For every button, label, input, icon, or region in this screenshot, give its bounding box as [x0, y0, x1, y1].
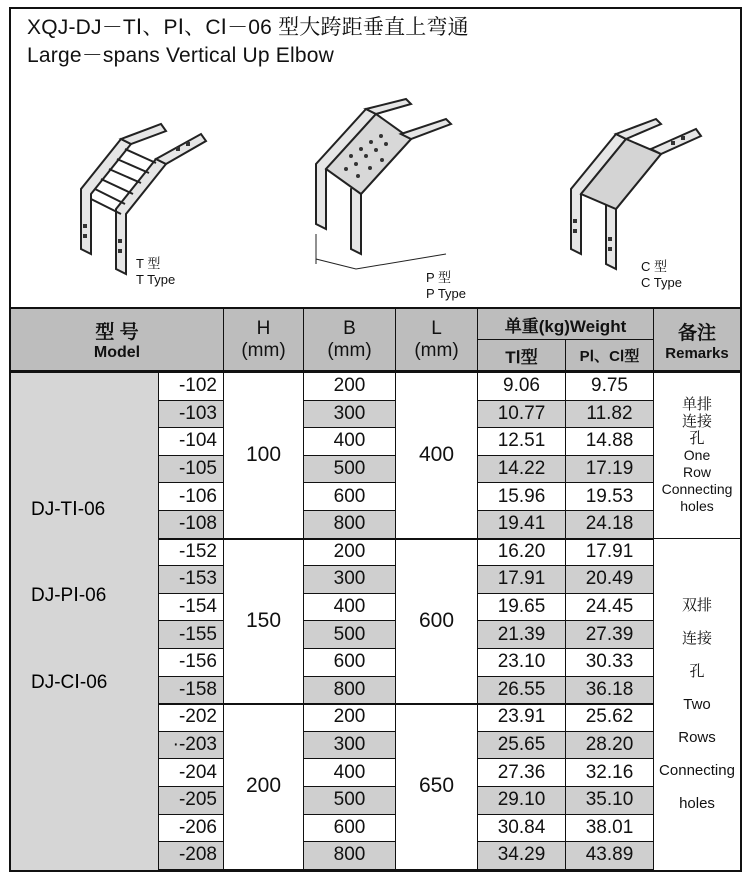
pc-weight-cell: 17.19 [566, 456, 654, 484]
remarks-line: Row [682, 463, 711, 480]
h-header [224, 309, 304, 371]
model-header [11, 309, 224, 371]
l-label: L [431, 317, 442, 339]
t-weight-cell: 14.22 [478, 456, 566, 484]
model-name-column [11, 373, 159, 870]
remarks-line: Rows [678, 728, 716, 746]
figure-caption-en: T Type [136, 272, 176, 287]
t-weight-cell: 23.10 [478, 649, 566, 677]
remarks-cell [654, 539, 740, 870]
remarks-line: Connecting [659, 761, 735, 779]
model-suffix-cell: -153 [159, 566, 224, 594]
pc-weight-cell: 11.82 [566, 401, 654, 429]
catalog-frame [9, 7, 742, 872]
t-weight-cell: 30.84 [478, 815, 566, 843]
l-value-cell: 650 [396, 704, 478, 870]
h-value-cell: 200 [224, 704, 304, 870]
b-label: B [343, 317, 356, 339]
b-value-cell: 500 [304, 456, 396, 484]
h-unit: (mm) [241, 339, 286, 361]
pc-weight-header: PⅠ、CⅠ型 [566, 340, 654, 371]
remarks-line: 双排 [681, 596, 712, 614]
l-unit: (mm) [414, 339, 459, 361]
figure-caption-en: P Type [426, 286, 466, 301]
model-suffix-cell: -155 [159, 621, 224, 649]
title-line-1: XQJ-DJ－TⅠ、PⅠ、CⅠ－06 型大跨距垂直上弯通 [27, 16, 469, 39]
figure-caption-cn: P 型 [426, 270, 452, 285]
pc-weight-cell: 43.89 [566, 842, 654, 870]
t-weight-header: TⅠ型 [478, 340, 566, 371]
model-header-cn: 型 号 [95, 322, 139, 343]
t-weight-cell: 12.51 [478, 428, 566, 456]
t-weight-cell: 26.55 [478, 677, 566, 705]
remarks-cell [654, 373, 740, 539]
t-weight-cell: 15.96 [478, 483, 566, 511]
remarks-header-en: Remarks [665, 344, 729, 362]
model-suffix-cell: -152 [159, 539, 224, 567]
t-weight-cell: 25.65 [478, 732, 566, 760]
b-value-cell: 800 [304, 511, 396, 539]
remarks-line: Connecting [661, 480, 733, 497]
pc-weight-cell: 20.49 [566, 566, 654, 594]
weight-header: 单重(kg)Weight [478, 309, 654, 340]
remarks-line: 单排 [681, 395, 712, 413]
pc-weight-cell: 38.01 [566, 815, 654, 843]
model-suffix-cell: -202 [159, 704, 224, 732]
remarks-line: Two [683, 695, 711, 713]
model-suffix-cell: -208 [159, 842, 224, 870]
remarks-line: 孔 [689, 429, 705, 447]
model-suffix-cell: ·-203 [159, 732, 224, 760]
model-suffix-cell: -154 [159, 594, 224, 622]
b-value-cell: 300 [304, 566, 396, 594]
remarks-header-cn: 备注 [677, 322, 716, 344]
page-title [27, 14, 727, 70]
model-suffix-cell: -156 [159, 649, 224, 677]
l-header [396, 309, 478, 371]
pc-weight-cell: 27.39 [566, 621, 654, 649]
b-value-cell: 300 [304, 732, 396, 760]
remarks-line: 孔 [689, 662, 705, 680]
model-name: DJ-PⅠ-06 [31, 585, 107, 606]
figure-caption-cn: C 型 [641, 259, 668, 274]
b-value-cell: 400 [304, 428, 396, 456]
b-value-cell: 200 [304, 539, 396, 567]
pc-weight-cell: 25.62 [566, 704, 654, 732]
b-value-cell: 400 [304, 594, 396, 622]
pc-weight-cell: 36.18 [566, 677, 654, 705]
pc-weight-cell: 35.10 [566, 787, 654, 815]
pc-weight-cell: 28.20 [566, 732, 654, 760]
l-value-cell: 400 [396, 373, 478, 539]
remarks-line: One [683, 446, 711, 463]
remarks-line: holes [680, 497, 714, 514]
pc-weight-cell: 30.33 [566, 649, 654, 677]
model-suffix-cell: -158 [159, 677, 224, 705]
t-weight-cell: 9.06 [478, 373, 566, 401]
figure-caption-cn: T 型 [136, 256, 161, 271]
group-divider [159, 538, 654, 540]
model-suffix-cell: -105 [159, 456, 224, 484]
remarks-line: holes [679, 794, 715, 812]
cable-tray-perforated-elbow-icon [296, 94, 466, 294]
model-suffix-cell: -204 [159, 759, 224, 787]
spec-table [11, 309, 740, 870]
group-divider [159, 703, 654, 705]
t-weight-cell: 17.91 [478, 566, 566, 594]
title-line-2: Large－spans Vertical Up Elbow [27, 44, 334, 67]
h-value-cell: 100 [224, 373, 304, 539]
model-suffix-cell: -205 [159, 787, 224, 815]
t-weight-cell: 16.20 [478, 539, 566, 567]
model-suffix-cell: -108 [159, 511, 224, 539]
h-value-cell: 150 [224, 539, 304, 705]
model-suffix-cell: -106 [159, 483, 224, 511]
b-value-cell: 500 [304, 621, 396, 649]
b-value-cell: 800 [304, 677, 396, 705]
pc-weight-cell: 24.18 [566, 511, 654, 539]
b-value-cell: 800 [304, 842, 396, 870]
b-value-cell: 600 [304, 483, 396, 511]
remarks-header [654, 309, 740, 371]
pc-weight-cell: 9.75 [566, 373, 654, 401]
pc-weight-cell: 24.45 [566, 594, 654, 622]
pc-weight-cell: 17.91 [566, 539, 654, 567]
b-value-cell: 300 [304, 401, 396, 429]
t-weight-cell: 29.10 [478, 787, 566, 815]
t-weight-cell: 10.77 [478, 401, 566, 429]
b-value-cell: 600 [304, 649, 396, 677]
t-weight-cell: 34.29 [478, 842, 566, 870]
t-weight-cell: 19.41 [478, 511, 566, 539]
remarks-line: 连接 [681, 412, 712, 430]
pc-weight-cell: 14.88 [566, 428, 654, 456]
h-label: H [256, 317, 271, 339]
t-weight-cell: 21.39 [478, 621, 566, 649]
figure-caption-en: C Type [641, 275, 682, 290]
t-weight-cell: 27.36 [478, 759, 566, 787]
cable-tray-solid-elbow-icon [556, 109, 711, 279]
b-value-cell: 600 [304, 815, 396, 843]
model-suffix-cell: -206 [159, 815, 224, 843]
model-suffix-cell: -103 [159, 401, 224, 429]
pc-weight-cell: 19.53 [566, 483, 654, 511]
remarks-line: 连接 [681, 629, 712, 647]
pc-weight-cell: 32.16 [566, 759, 654, 787]
b-value-cell: 500 [304, 787, 396, 815]
b-value-cell: 400 [304, 759, 396, 787]
l-value-cell: 600 [396, 539, 478, 705]
model-header-en: Model [93, 344, 141, 361]
b-header [304, 309, 396, 371]
model-name: DJ-CⅠ-06 [31, 672, 108, 693]
model-suffix-cell: -102 [159, 373, 224, 401]
t-weight-cell: 19.65 [478, 594, 566, 622]
t-weight-cell: 23.91 [478, 704, 566, 732]
b-unit: (mm) [327, 339, 372, 361]
model-suffix-cell: -104 [159, 428, 224, 456]
b-value-cell: 200 [304, 704, 396, 732]
model-name: DJ-TⅠ-06 [31, 499, 106, 520]
b-value-cell: 200 [304, 373, 396, 401]
